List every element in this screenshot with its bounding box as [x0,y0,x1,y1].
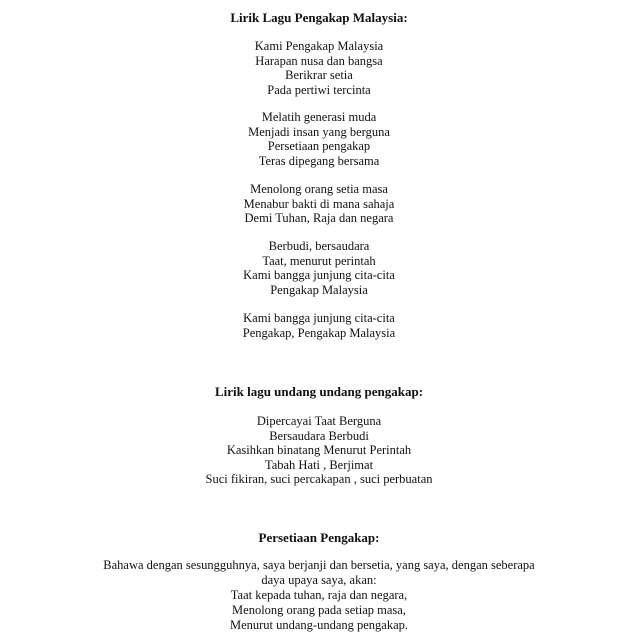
lyric-line: Pengakap, Pengakap Malaysia [242,325,396,340]
lyric-line: Berikrar setia [285,68,353,82]
lyric-line: Persetiaan pengakap [267,139,371,153]
law-line: Kasihkan binatang Menurut Perintah [226,443,412,457]
lyric-line: Berbudi, bersaudara [268,239,370,253]
lyric-line: Harapan nusa dan bangsa [255,53,383,68]
lyric-line: Menolong orang setia masa [250,182,388,196]
law-line: Suci fikiran, suci percakapan , suci perbuatan [205,472,433,486]
promise-line: Menolong orang pada setiap masa, [232,603,406,617]
lyric-line: Menjadi insan yang berguna [248,124,390,139]
lyric-line: Demi Tuhan, Raja dan negara [244,211,394,225]
song-stanza-4 [0,239,638,297]
song-stanza-2 [0,110,638,168]
law-title: Lirik lagu undang undang pengakap: [214,384,424,399]
lyric-line: Pengakap Malaysia [270,282,368,297]
promise-line: Bahawa dengan sesungguhnya, saya berjanji dan bersetia, yang saya, dengan seberapa [103,558,535,572]
song-stanza-5 [0,311,638,340]
song-title: Lirik Lagu Pengakap Malaysia: [230,10,408,25]
promise-line: Menurut undang-undang pengakap. [229,618,409,632]
lyric-line: Melatih generasi muda [261,110,377,124]
lyric-line: Pada pertiwi tercinta [267,82,371,97]
law-line: Bersaudara Berbudi [269,428,369,443]
song-stanza-3 [0,182,638,226]
promise-lines [0,558,638,633]
law-lines [0,414,638,487]
promise-title: Persetiaan Pengakap: [258,530,380,545]
lyric-line: Menabur bakti di mana sahaja [243,196,395,211]
law-line: Dipercayai Taat Berguna [256,414,382,428]
song-stanza-1 [0,39,638,97]
promise-line: daya upaya saya, akan: [261,573,377,587]
lyric-line: Kami bangga junjung cita-cita [243,268,395,282]
lyric-line: Teras dipegang bersama [258,153,380,168]
lyric-line: Taat, menurut perintah [262,253,376,268]
lyric-line: Kami Pengakap Malaysia [254,39,384,53]
promise-line: Taat kepada tuhan, raja dan negara, [230,588,408,602]
lyric-line: Kami bangga junjung cita-cita [243,311,395,325]
law-line: Tabah Hati , Berjimat [264,457,374,472]
